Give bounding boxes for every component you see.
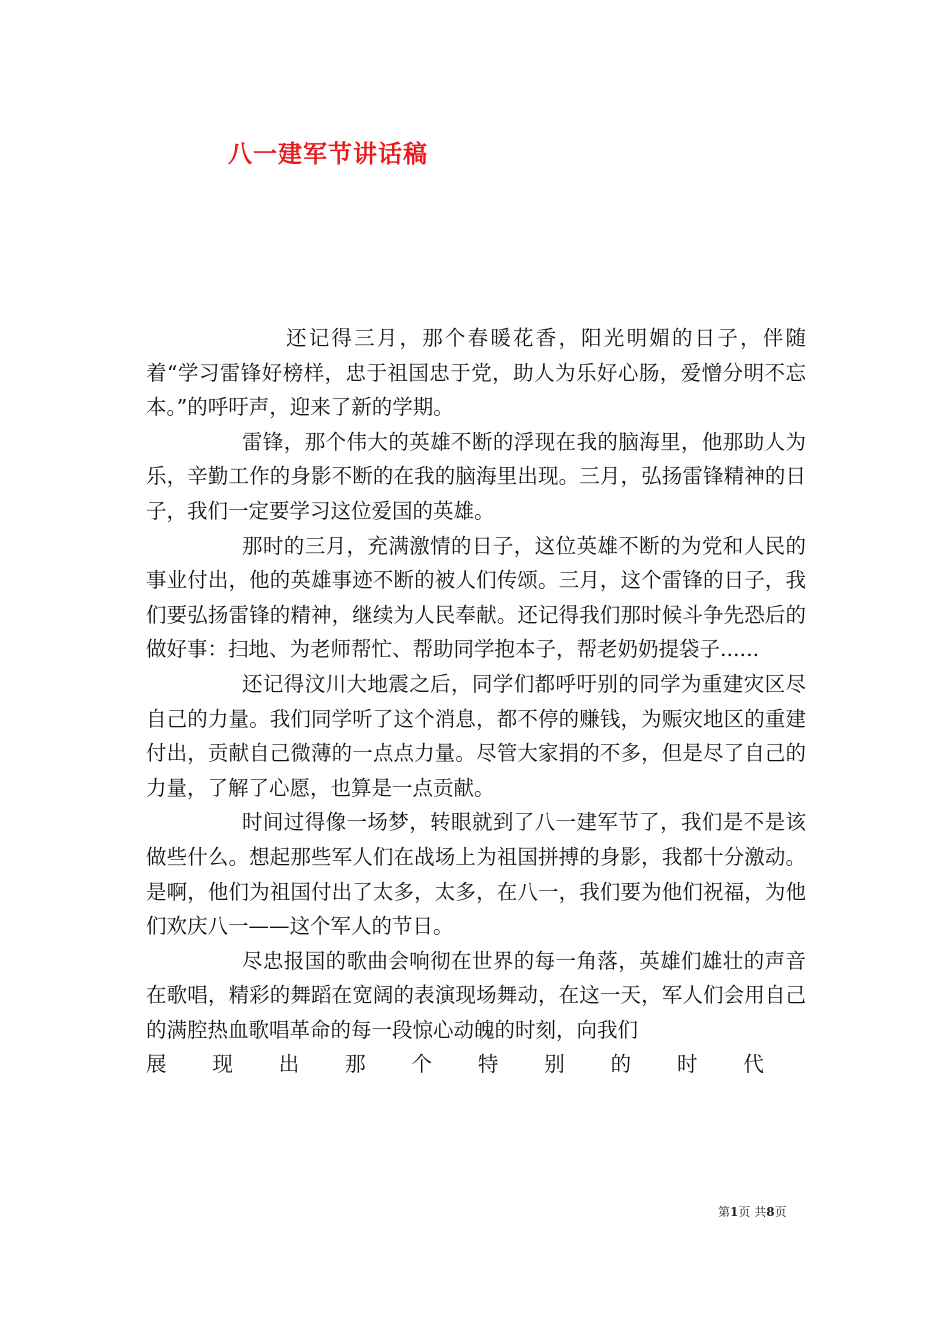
footer-current-page: 1 [730,1205,739,1219]
last-line-char: 别 [544,1052,565,1077]
last-line-char: 的 [610,1052,632,1077]
paragraph-1: 还记得三月，那个春暖花香，阳光明媚的日子，伴随着“学习雷锋好榜样，忠于祖国忠于党，助人为乐好心肠，爱憎分明不忘本。”的呼吁声，迎来了新的学期。 [146,326,806,420]
last-line-char: 出 [278,1052,300,1077]
last-line-char: 时 [677,1052,698,1077]
paragraph-6-last-line [146,1047,764,1082]
footer-suffix: 页 [774,1205,787,1219]
document-body [146,321,806,1082]
last-line-char: 现 [212,1052,233,1077]
footer-total-pages: 8 [766,1205,775,1219]
paragraph-6: 尽忠报国的歌曲会响彻在世界的每一角落，英雄们雄壮的声音在歌唱，精彩的舞蹈在宽阔的表演现场舞动，在这一天，军人们会用自己的满腔热血歌唱革命的每一段惊心动魄的时刻，向我们 [146,948,806,1042]
last-line-char: 展 [146,1052,167,1077]
document-title: 八一建军节讲话稿 [228,139,428,168]
last-line-char: 特 [477,1052,499,1077]
footer-middle: 页 共 [738,1205,767,1219]
paragraph-2: 雷锋，那个伟大的英雄不断的浮现在我的脑海里，他那助人为乐，辛勤工作的身影不断的在我的脑海里出现。三月，弘扬雷锋精神的日子，我们一定要学习这位爱国的英雄。 [146,429,806,523]
paragraph-4: 还记得汶川大地震之后，同学们都呼吁别的同学为重建灾区尽自己的力量。我们同学听了这个消息，都不停的赚钱，为赈灾地区的重建付出，贡献自己微薄的一点点力量。尽管大家捐的不多，但是尽了自己的力量，了解了心愿，也算是一点贡献。 [146,671,806,800]
last-line-char: 那 [345,1052,366,1077]
paragraph-5: 时间过得像一场梦，转眼就到了八一建军节了，我们是不是该做些什么。想起那些军人们在战场上为祖国拼搏的身影，我都十分激动。是啊，他们为祖国付出了太多，太多，在八一，我们要为他们祝福，为他们欢庆八一——这个军人的节日。 [146,810,806,939]
last-line-char: 代 [743,1052,764,1077]
paragraph-3: 那时的三月，充满激情的日子，这位英雄不断的为党和人民的事业付出，他的英雄事迹不断的被人们传颂。三月，这个雷锋的日子，我们要弘扬雷锋的精神，继续为人民奉献。还记得我们那时候斗争先恐后的做好事：扫地、为老师帮忙、帮助同学抱本子，帮老奶奶提袋子...... [146,533,806,662]
page-footer [718,1203,787,1220]
footer-prefix: 第 [718,1205,731,1219]
last-line-char: 个 [411,1052,432,1077]
